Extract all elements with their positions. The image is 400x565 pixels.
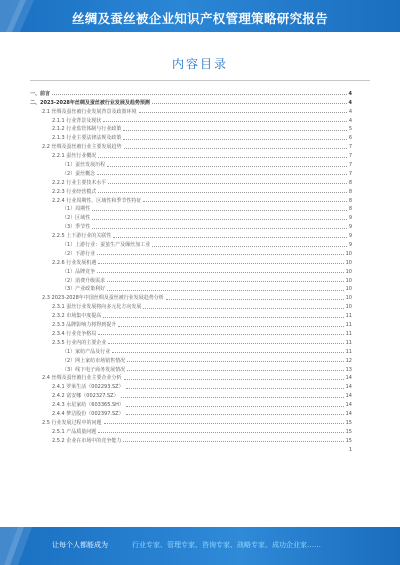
toc-entry-title: 2.2.4 行业周期性、区域性和季节性特征 [52, 197, 142, 204]
dot-leader [124, 378, 344, 380]
dot-leader [92, 227, 347, 229]
toc-entry-title: 2.3.2 市场集中度提高 [52, 313, 102, 320]
dot-leader [121, 396, 344, 398]
dot-leader [97, 253, 343, 255]
dot-leader [107, 165, 347, 167]
toc-entry-page: 7 [348, 144, 352, 151]
dot-leader [123, 138, 346, 140]
toc-entry[interactable] [30, 417, 352, 426]
dot-leader [152, 102, 347, 104]
toc-entry-title: （2）消费升级需求 [62, 277, 106, 284]
toc-entry-title: 2.1.2 行业监管体制与行业政策 [52, 126, 122, 133]
toc-entry[interactable] [30, 266, 352, 275]
toc-entry-page: 14 [345, 384, 352, 391]
toc-entry-page: 11 [345, 348, 352, 355]
dot-leader [98, 262, 343, 264]
toc-entry[interactable] [30, 381, 352, 390]
toc-entry-page: 14 [345, 402, 352, 409]
toc-entry-title: （2）下游行业 [62, 250, 96, 257]
toc-entry-page: 13 [345, 366, 352, 373]
dot-leader [123, 129, 346, 131]
dot-leader [166, 298, 344, 300]
toc-entry-page: 9 [348, 224, 352, 231]
dot-leader [126, 413, 344, 415]
toc-entry[interactable] [30, 284, 352, 293]
toc-entry[interactable] [30, 399, 352, 408]
toc-entry[interactable] [30, 141, 352, 150]
toc-entry-title: 2.4.1 罗莱生活（002293.SZ） [52, 384, 124, 391]
dot-leader [126, 387, 344, 389]
toc-entry-page: 9 [348, 215, 352, 222]
toc-entry-title: 2.3.5 行业内的主要企业 [52, 339, 107, 346]
toc-entry-page: 15 [345, 428, 352, 435]
toc-entry-title: 2.5 行业发展过程中的问题 [42, 419, 102, 426]
dot-leader [103, 316, 343, 318]
toc-entry[interactable] [30, 408, 352, 417]
toc-entry-page: 10 [345, 304, 352, 311]
dot-leader [107, 280, 343, 282]
dot-leader [52, 93, 347, 95]
toc-entry[interactable] [30, 132, 352, 141]
dot-leader [124, 147, 347, 149]
toc-entry[interactable] [30, 364, 352, 373]
toc-entry[interactable] [30, 97, 352, 106]
toc-entry-title: （3）季节性 [62, 224, 91, 231]
toc-entry-page: 14 [345, 393, 352, 400]
toc-entry[interactable] [30, 390, 352, 399]
toc-entry-title: 二、2023-2028年丝绸及蚕丝被行业发展及趋势预测 [30, 99, 150, 106]
dot-leader [127, 369, 343, 371]
toc-entry-title: （1）品牌竞争 [62, 268, 96, 275]
toc-entry-title: 2.4.4 梦洁股份（002397.SZ） [52, 410, 124, 417]
toc-entry-page: 11 [345, 330, 352, 337]
toc-entry-page: 11 [345, 313, 352, 320]
page-number: 1 [348, 446, 352, 453]
toc-entry[interactable] [30, 212, 352, 221]
toc-entry-page: 11 [345, 339, 352, 346]
toc-entry[interactable] [30, 426, 352, 435]
toc-entry-title: 2.5.2 企业在市场中的竞争能力 [52, 437, 122, 444]
dot-leader [104, 422, 344, 424]
toc-entry-title: （2）网上家纺市场销售情况 [62, 357, 126, 364]
toc-entry[interactable] [30, 168, 352, 177]
dot-leader [123, 440, 343, 442]
toc-entry-title: （3）线下电子商务发展情况 [62, 366, 126, 373]
header-banner [0, 0, 400, 32]
toc-entry[interactable] [30, 115, 352, 124]
toc-entry-title: （1）家纺产品及行业 [62, 348, 111, 355]
dot-leader [107, 289, 343, 291]
toc-entry-page: 10 [345, 250, 352, 257]
toc-entry-title: 2.2.3 行业经营模式 [52, 188, 97, 195]
footer-decoration [0, 527, 40, 565]
toc-entry[interactable] [30, 292, 352, 301]
toc-entry-page: 14 [345, 410, 352, 417]
toc-entry-title: 2.2.6 行业发展机遇 [52, 259, 97, 266]
dot-leader [139, 111, 347, 113]
toc-entry-page: 4 [348, 99, 352, 106]
toc-entry-page: 9 [348, 233, 352, 240]
toc-entry-title: 一、前言 [30, 90, 51, 97]
toc-entry-page: 8 [348, 197, 352, 204]
toc-entry-title: 2.4.2 富安娜（002327.SZ） [52, 393, 119, 400]
dot-leader [143, 307, 343, 309]
toc-entry-title: 2.2.5 上下游行业的关联性 [52, 233, 112, 240]
toc-entry-title: （3）产业政策利好 [62, 286, 106, 293]
dot-leader [92, 218, 347, 220]
dot-leader [97, 173, 347, 175]
dot-leader [97, 271, 343, 273]
toc-entry[interactable] [30, 346, 352, 355]
toc-entry[interactable] [30, 355, 352, 364]
toc-entry-title: 2.3 2023-2028年中国丝绸及蚕丝被行业发展趋势分析 [42, 295, 164, 302]
dot-leader [98, 431, 343, 433]
toc-entry-page: 9 [348, 242, 352, 249]
toc-entry-page: 10 [345, 259, 352, 266]
toc-entry[interactable] [30, 150, 352, 159]
toc-entry-page: 11 [345, 322, 352, 329]
toc-entry-title: （1）蚕丝发展历程 [62, 162, 106, 169]
dot-leader [143, 200, 346, 202]
toc-entry-page: 5 [348, 126, 352, 133]
toc-entry[interactable] [30, 328, 352, 337]
toc-entry[interactable] [30, 239, 352, 248]
toc-entry-title: （1）周期性 [62, 206, 91, 213]
footer-slogan: 让每个人都能成为 [52, 541, 108, 549]
dot-leader [112, 351, 343, 353]
toc-entry-page: 8 [348, 206, 352, 213]
dot-leader [113, 236, 346, 238]
dot-leader [108, 182, 347, 184]
toc-entry-title: （2）蚕丝概念 [62, 170, 96, 177]
toc-entry[interactable] [30, 177, 352, 186]
toc-entry-title: 2.1.1 行业背景及现状 [52, 117, 102, 124]
toc-entry[interactable] [30, 301, 352, 310]
toc-entry-title: 2.2.1 蚕丝行业概况 [52, 153, 97, 160]
toc-entry-page: 8 [348, 188, 352, 195]
dot-leader [127, 360, 343, 362]
toc-entry-title: 2.4.3 水星家纺（603365.SH） [52, 402, 124, 409]
toc-entry-title: 2.1 丝绸及蚕丝被行业发展背景及政策环境 [42, 108, 137, 115]
toc-entry-page: 7 [348, 153, 352, 160]
dot-leader [98, 333, 343, 335]
toc-entry[interactable] [30, 230, 352, 239]
toc-entry[interactable] [30, 195, 352, 204]
toc-entry-page: 10 [345, 295, 352, 302]
dot-leader [103, 120, 347, 122]
toc-entry-title: （2）区域性 [62, 215, 91, 222]
divider [30, 80, 370, 81]
dot-leader [118, 325, 343, 327]
toc-entry-page: 15 [345, 419, 352, 426]
toc-entry[interactable] [30, 337, 352, 346]
toc-entry-title: 2.5.1 产品质量问题 [52, 428, 97, 435]
toc-entry[interactable] [30, 373, 352, 382]
footer-banner [0, 527, 400, 565]
toc-entry[interactable] [30, 159, 352, 168]
toc-entry-title: 2.3.1 蚕丝行业发展将向多元化方向发展 [52, 304, 142, 311]
dot-leader [98, 191, 347, 193]
toc-entry[interactable] [30, 88, 352, 97]
dot-leader [108, 342, 343, 344]
table-of-contents [30, 88, 352, 453]
toc-entry[interactable] [30, 204, 352, 213]
dot-leader [152, 245, 347, 247]
toc-entry-page: 12 [345, 357, 352, 364]
toc-entry-title: 2.2.2 行业主要技术水平 [52, 179, 107, 186]
toc-entry-title: 2.2 丝绸及蚕丝被行业主要发展趋势 [42, 144, 122, 151]
toc-entry-page: 15 [345, 437, 352, 444]
toc-entry-title: 2.1.3 行业主要法律法规及政策 [52, 135, 122, 142]
toc-entry[interactable] [30, 124, 352, 133]
toc-entry-title: 2.3.4 行业竞争格局 [52, 330, 97, 337]
toc-entry[interactable] [30, 319, 352, 328]
toc-entry[interactable] [30, 257, 352, 266]
toc-entry[interactable] [30, 186, 352, 195]
toc-entry-page: 10 [345, 277, 352, 284]
dot-leader [126, 405, 344, 407]
toc-entry-page: 4 [348, 90, 352, 97]
toc-entry-page: 8 [348, 179, 352, 186]
toc-entry-page: 7 [348, 162, 352, 169]
dot-leader [98, 156, 347, 158]
toc-entry[interactable] [30, 248, 352, 257]
toc-entry[interactable] [30, 275, 352, 284]
toc-entry[interactable] [30, 221, 352, 230]
toc-entry-page: 14 [345, 375, 352, 382]
toc-entry[interactable] [30, 435, 352, 444]
toc-entry[interactable] [30, 310, 352, 319]
toc-entry-page: 10 [345, 286, 352, 293]
toc-entry-title: 2.4 丝绸及蚕丝被行业主要企业分析 [42, 375, 122, 382]
toc-entry-page: 10 [345, 268, 352, 275]
toc-entry-title: （1）上游行业：蚕茧生产及缫丝加工业 [62, 242, 151, 249]
dot-leader [92, 209, 347, 211]
toc-entry-page: 7 [348, 170, 352, 177]
toc-entry-title: 2.3.3 品牌影响力将得到提升 [52, 322, 117, 329]
toc-heading: 内容目录 [171, 57, 228, 71]
toc-entry-page: 4 [348, 117, 352, 124]
toc-entry[interactable] [30, 106, 352, 115]
report-title: 丝绸及蚕丝被企业知识产权管理策略研究报告 [71, 11, 328, 26]
footer-tagline: 行业专家、管理专家、咨询专家、战略专家、成功企业家…… [132, 541, 321, 549]
toc-entry-page: 4 [348, 108, 352, 115]
toc-entry-page: 6 [348, 135, 352, 142]
